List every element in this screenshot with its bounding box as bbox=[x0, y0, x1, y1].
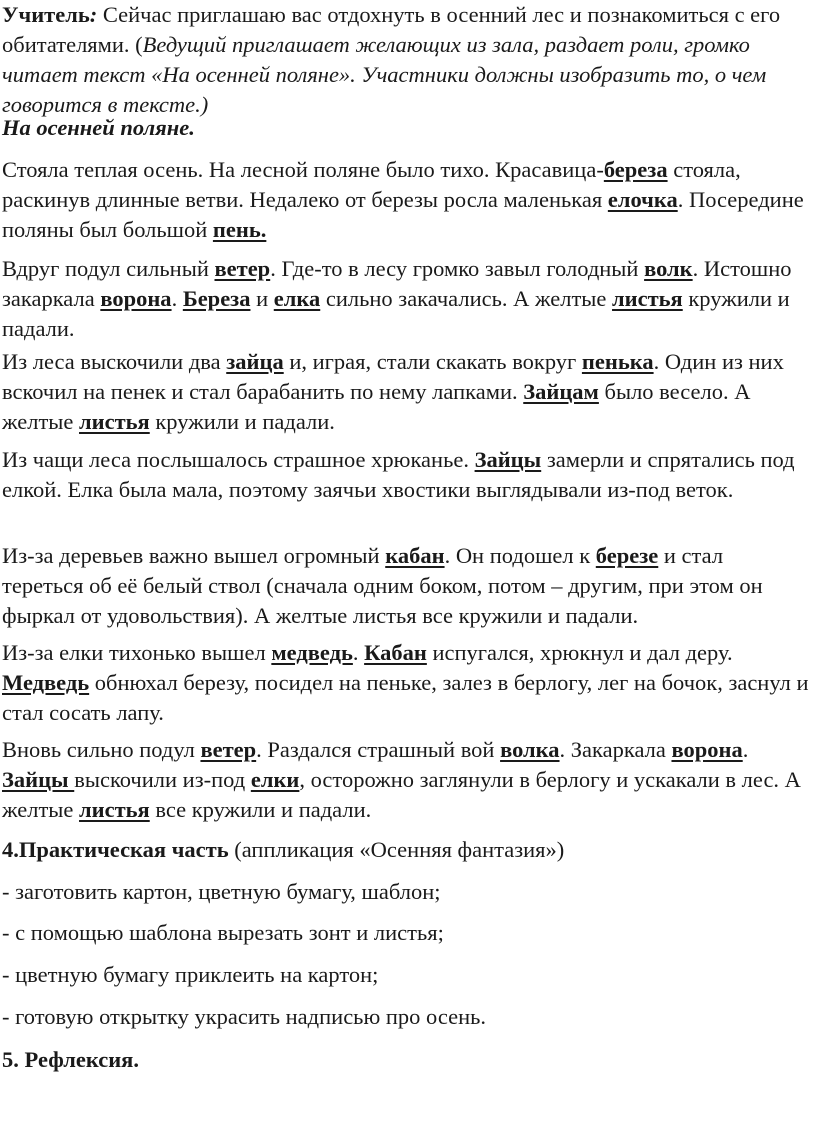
keyword: пенька bbox=[581, 349, 654, 374]
keyword: зайца bbox=[226, 349, 284, 374]
reflection-heading: 5. Рефлексия. bbox=[2, 1047, 139, 1072]
story-paragraph-7: Вновь сильно подул ветер. Раздался страшный вой волка. Закаркала ворона. Зайцы выскочили из-под елки, осторожно заглянули в берлогу и ускакали в лес. А желтые листья все кружили и падали. bbox=[2, 737, 801, 822]
stage-direction: Ведущий приглашает желающих из зала, раздает роли, громко читает текст «На осенней поляне». Участники должны изобразить то, о чем говорится в тексте. bbox=[2, 32, 767, 117]
practical-item: - заготовить картон, цветную бумагу, шаблон; bbox=[2, 879, 441, 904]
keyword: елка bbox=[273, 286, 321, 311]
story-paragraph-5: Из-за деревьев важно вышел огромный кабан. Он подошел к березе и стал тереться об её белый ствол (сначала одним боком, потом – другим, при этом он фыркал от удовольствия). А желтые листья все кружили и падали. bbox=[2, 543, 763, 628]
keyword: Зайцы bbox=[2, 767, 75, 792]
keyword: пень. bbox=[212, 217, 267, 242]
keyword: елочка bbox=[607, 187, 678, 212]
story-paragraph-1: Стояла теплая осень. На лесной поляне было тихо. Красавица-береза стояла, раскинув длинные ветви. Недалеко от березы росла маленькая елочка. Посередине поляны был большой пень. bbox=[2, 157, 804, 242]
keyword: березе bbox=[595, 543, 659, 568]
story-paragraph-4: Из чащи леса послышалось страшное хрюканье. Зайцы замерли и спрятались под елкой. Елка была мала, поэтому заячьи хвостики выглядывали из-под веток. bbox=[2, 447, 795, 502]
keyword: елки bbox=[250, 767, 300, 792]
story-paragraph-2: Вдруг подул сильный ветер. Где-то в лесу громко завыл голодный волк. Истошно закаркала ворона. Береза и елка сильно закачались. А желтые листья кружили и падали. bbox=[2, 256, 792, 341]
keyword: ветер bbox=[200, 737, 257, 762]
keyword: ворона bbox=[100, 286, 172, 311]
keyword: волк bbox=[644, 256, 693, 281]
keyword: кабан bbox=[385, 543, 445, 568]
keyword: волка bbox=[500, 737, 560, 762]
keyword: Зайцам bbox=[523, 379, 599, 404]
story-paragraph-3: Из леса выскочили два зайца и, играя, стали скакать вокруг пенька. Один из них вскочил на пенек и стал барабанить по нему лапками. Зайцам было весело. А желтые листья кружили и падали. bbox=[2, 349, 784, 434]
keyword: Зайцы bbox=[474, 447, 542, 472]
keyword: медведь bbox=[271, 640, 353, 665]
keyword: листья bbox=[79, 409, 150, 434]
practical-item: - готовую открытку украсить надписью про осень. bbox=[2, 1004, 487, 1029]
keyword: ворона bbox=[671, 737, 743, 762]
story-title: На осенней поляне. bbox=[2, 115, 195, 140]
intro-paragraph: Учитель: Сейчас приглашаю вас отдохнуть в осенний лес и познакомиться с его обитателями. (Ведущий приглашает желающих из зала, раздает роли, громко читает текст «На осенней поляне». Участники должны изобразить то, о чем говорится в тексте.) bbox=[2, 2, 781, 117]
keyword: Береза bbox=[182, 286, 251, 311]
keyword: Медведь bbox=[2, 670, 90, 695]
keyword: Кабан bbox=[364, 640, 427, 665]
keyword: береза bbox=[603, 157, 668, 182]
speaker-label: Учитель bbox=[2, 2, 90, 27]
keyword: листья bbox=[79, 797, 150, 822]
practical-item: - цветную бумагу приклеить на картон; bbox=[2, 962, 379, 987]
practical-item: - с помощью шаблона вырезать зонт и листья; bbox=[2, 920, 444, 945]
keyword: листья bbox=[612, 286, 683, 311]
keyword: ветер bbox=[214, 256, 271, 281]
practical-heading: 4.Практическая часть (аппликация «Осенняя фантазия») bbox=[2, 837, 565, 862]
story-paragraph-6: Из-за елки тихонько вышел медведь. Кабан испугался, хрюкнул и дал деру. Медведь обнюхал березу, посидел на пеньке, залез в берлогу, лег на бочок, заснул и стал сосать лапу. bbox=[2, 640, 809, 725]
